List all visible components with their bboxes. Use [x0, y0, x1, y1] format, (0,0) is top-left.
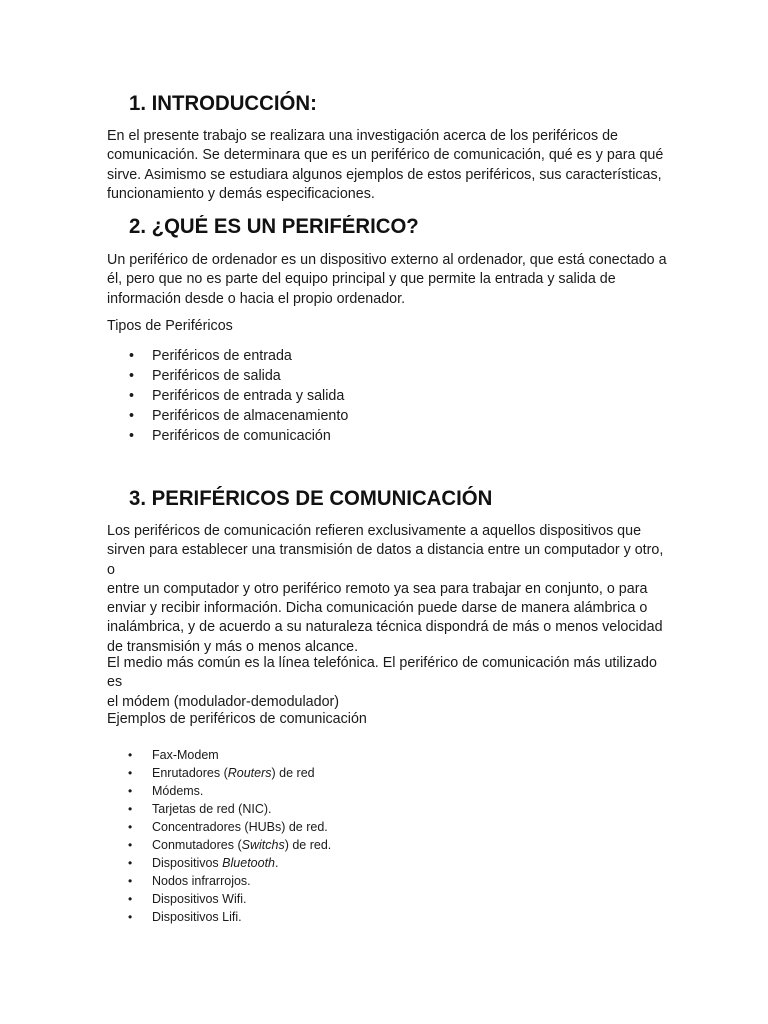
list-item: • Periféricos de comunicación — [129, 428, 331, 444]
list-item: • Fax-Modem — [128, 748, 219, 762]
list-item: • Dispositivos Bluetooth. — [128, 856, 279, 870]
list-item: • Enrutadores (Routers) de red — [128, 766, 315, 780]
list-item: • Conmutadores (Switchs) de red. — [128, 838, 332, 852]
list-item: • Periféricos de entrada y salida — [129, 388, 345, 404]
section-1-paragraph: En el presente trabajo se realizara una investigación acerca de los periféricos de comunicación. Se determinara que es un periférico de comunicación, qué es y para qué sirve. Asimismo se estudiara algunos ejemplos de estos periféricos, sus características, funcionamiento y demás especificaciones. — [107, 128, 664, 202]
section-1-heading: 1. INTRODUCCIÓN: — [129, 92, 317, 115]
list-item: • Periféricos de entrada — [129, 348, 292, 364]
list-item: • Dispositivos Wifi. — [128, 892, 247, 906]
list-item: • Tarjetas de red (NIC). — [128, 802, 272, 816]
list-item: • Dispositivos Lifi. — [128, 910, 242, 924]
examples-label: Ejemplos de periféricos de comunicación — [107, 711, 367, 727]
section-3-paragraph-2: El medio más común es la línea telefónica. El periférico de comunicación más utilizado es el módem (modulador-demodulador) — [107, 655, 657, 710]
types-label: Tipos de Periféricos — [107, 318, 233, 334]
list-item: • Periféricos de salida — [129, 368, 281, 384]
section-2-paragraph: Un periférico de ordenador es un dispositivo externo al ordenador, que está conectado a él, pero que no es parte del equipo principal y que permite la entrada y salida de información desde o hacia el propio ordenador. — [107, 252, 667, 307]
section-2-heading: 2. ¿QUÉ ES UN PERIFÉRICO? — [129, 215, 419, 238]
list-item: • Periféricos de almacenamiento — [129, 408, 349, 424]
list-item: • Módems. — [128, 784, 204, 798]
list-item: • Concentradores (HUBs) de red. — [128, 820, 328, 834]
section-3-heading: 3. PERIFÉRICOS DE COMUNICACIÓN — [129, 487, 493, 510]
list-item: • Nodos infrarrojos. — [128, 874, 251, 888]
types-list — [129, 346, 349, 446]
examples-list — [128, 746, 332, 926]
section-3-paragraph-1: Los periféricos de comunicación refieren exclusivamente a aquellos dispositivos que sirven para establecer una transmisión de datos a distancia entre un computador y otro, o entre un computador y otro periférico remoto ya sea para trabajar en conjunto, o para enviar y recibir información. Dicha comunicación puede darse de manera alámbrica o inalámbrica, y de acuerdo a su naturaleza técnica dispondrá de más o menos velocidad de transmisión y más o menos alcance. — [107, 523, 664, 655]
